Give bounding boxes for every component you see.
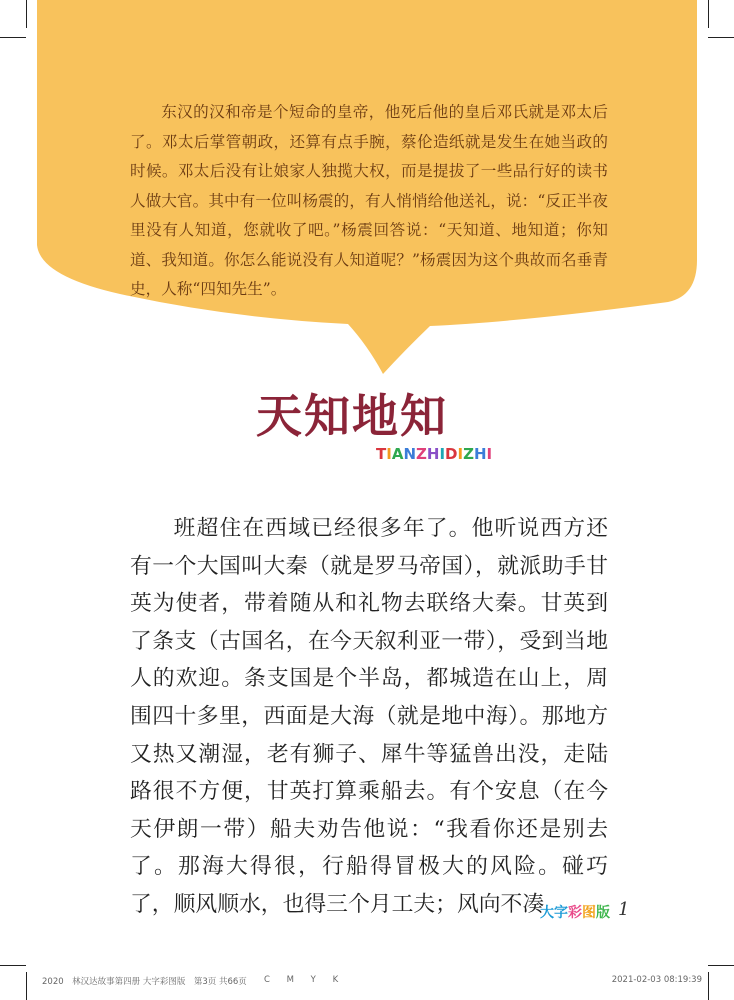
pinyin-letter: I	[386, 445, 392, 463]
brand-logo-char: 彩	[568, 905, 582, 921]
page-number: 1	[618, 899, 630, 920]
footer-book-info: 2020 林汉达故事第四册 大字彩图版 第3页 共66页	[42, 977, 247, 987]
brand-logo-char: 字	[554, 905, 568, 921]
footer-cmyk-marks: C M Y K	[264, 975, 346, 985]
pinyin-letter: D	[445, 445, 458, 463]
pinyin-letter: Z	[463, 445, 474, 463]
pinyin-letter: I	[457, 445, 464, 463]
pinyin-letter: I	[486, 445, 493, 463]
brand-logo-char: 版	[596, 905, 610, 921]
pinyin-letter: I	[439, 445, 446, 463]
pinyin-letter: H	[426, 445, 440, 463]
crop-mark-bottom-right-h	[708, 965, 734, 966]
crop-mark-bottom-right-v	[708, 972, 709, 1000]
pinyin-letter: T	[376, 445, 387, 463]
brand-logo	[540, 902, 610, 922]
pinyin-letter: N	[403, 445, 416, 463]
pinyin-letter: Z	[416, 445, 427, 463]
main-paragraph: 班超住在西域已经很多年了。他听说西方还有一个大国叫大秦（就是罗马帝国），就派助手甘英为使者，带着随从和礼物去联络大秦。甘英到了条支（古国名，在今天叙利亚一带），受到当地人的欢迎。条支国是个半岛，都城造在山上，周围四十多里，西面是大海（就是地中海）。那地方又热又潮湿，老有狮子、犀牛等猛兽出没，走陆路很不方便，甘英打算乘船去。有个安息（在今天伊朗一带）船夫劝告他说：“我看你还是别去了。那海大得很，行船得冒极大的风险。碰巧了，顺风顺水，也得三个月工夫；风向不凑	[130, 516, 608, 917]
brand-logo-char: 大	[540, 905, 554, 921]
crop-mark-bottom-left-v	[26, 972, 27, 1000]
intro-paragraph: 东汉的汉和帝是个短命的皇帝，他死后他的皇后邓氏就是邓太后了。邓太后掌管朝政，还算有点手腕，蔡伦造纸就是发生在她当政的时候。邓太后没有让娘家人独揽大权，而是提拔了一些品行好的读书人做大官。其中有一位叫杨震的，有人悄悄给他送礼，说：“反正半夜里没有人知道，您就收了吧。”杨震回答说：“天知道、地知道；你知道、我知道。你怎么能说没有人知道呢？”杨震因为这个典故而名垂青史，人称“四知先生”。	[130, 103, 608, 298]
main-passage	[130, 510, 608, 924]
chapter-title-pinyin	[376, 445, 492, 463]
crop-mark-bottom-left-h	[0, 965, 26, 966]
pinyin-letter: A	[391, 445, 404, 463]
pinyin-letter: H	[473, 445, 487, 463]
intro-passage	[130, 98, 608, 305]
brand-logo-char: 图	[582, 905, 596, 921]
footer-timestamp: 2021-02-03 08:19:39	[611, 975, 702, 985]
chapter-title: 天知地知	[256, 389, 448, 443]
